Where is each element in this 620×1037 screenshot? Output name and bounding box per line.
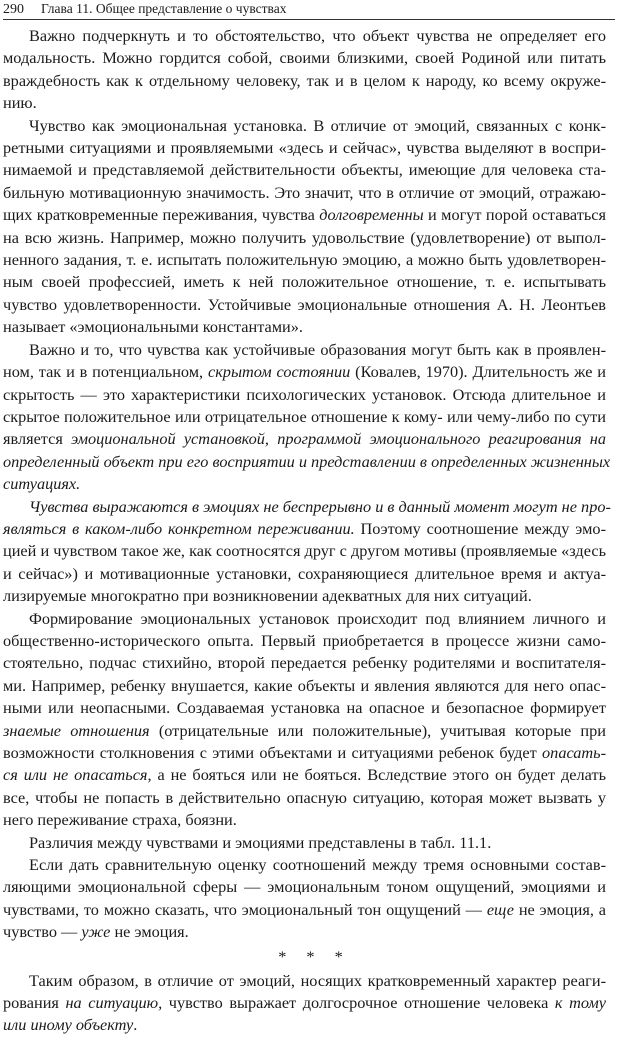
- text-line: [3, 720, 606, 742]
- section-separator: * * *: [278, 946, 351, 966]
- text-run: ненного задания, т. е. испытать положительную эмоцию, а можно быть удовлетворен-: [3, 250, 606, 270]
- text-run: чувство —: [3, 922, 82, 942]
- emphasis-text: уже: [81, 922, 111, 942]
- text-run: и сейчас») и мотивационные установки, сохраняющиеся длительное время и актуа-: [3, 563, 606, 583]
- paragraph: [3, 854, 606, 944]
- text-line: [3, 764, 606, 786]
- text-run: Важно и то, что чувства как устойчивые образования могут быть как в проявлен-: [29, 339, 606, 359]
- text-run: Важно подчеркнуть и то обстоятельство, что объект чувства не определяет его: [29, 26, 606, 45]
- text-run: нию.: [3, 93, 37, 113]
- text-line: [3, 652, 606, 674]
- emphasis-text: к тому: [554, 993, 606, 1013]
- text-line: [3, 384, 606, 406]
- text-line: [3, 585, 606, 607]
- text-line: [3, 137, 606, 159]
- text-run: ляющими эмоциональной сферы — эмоциональным тоном ощущений, эмоциями и: [3, 877, 606, 897]
- text-run: чувство удовлетворенности. Устойчивые эмоциональные отношения А. Н. Леонтьев: [3, 294, 606, 314]
- text-run: Таким образом, в отличие от эмоций, носящих кратковременный характер реаги-: [29, 970, 606, 990]
- text-line: [3, 540, 606, 562]
- text-run: скрытость — это характеристики психологических установок. Отсюда длительное и: [3, 384, 606, 404]
- page-number: 290: [3, 2, 24, 17]
- text-line: [3, 25, 606, 47]
- text-line: [3, 496, 611, 518]
- text-run: Если дать сравнительную оценку соотношений между тремя основными состав-: [29, 855, 606, 875]
- text-run: стоятельно, подчас стихийно, второй передается ребенку родителями и воспитателя-: [3, 653, 606, 673]
- text-run: Чувство как эмоциональная установка. В отличие от эмоций, связанных с конк-: [29, 115, 606, 135]
- text-line: [3, 854, 606, 876]
- text-line: [3, 339, 606, 361]
- text-line: [3, 271, 606, 293]
- text-line: [3, 316, 606, 338]
- text-line: [3, 1014, 606, 1036]
- text-run: враждебность как к отдельному человеку, так и в целом к народу, ко всему окруже-: [3, 70, 606, 90]
- text-run: не эмоция.: [110, 922, 189, 942]
- text-run: ными или неопасными. Создаваемая установка на опасное и безопасное формирует: [3, 698, 606, 718]
- text-run: бильную мотивационную значимость. Это значит, что в отличие от эмоций, отражаю-: [3, 182, 606, 202]
- text-run: него переживание страха, боязни.: [3, 810, 237, 830]
- text-run: ном, так и в потенциальном,: [3, 362, 208, 382]
- text-line: [3, 992, 606, 1014]
- emphasis-text: ся или не опасаться,: [3, 765, 152, 785]
- text-line: [3, 115, 606, 137]
- emphasis-text: являться в каком-либо конкретном переживании.: [3, 518, 355, 538]
- text-line: [3, 47, 606, 69]
- chapter-title: Глава 11. Общее представление о чувствах: [41, 1, 287, 16]
- text-run: на всю жизнь. Например, можно получить удовольствие (удовлетворение) от выпол-: [3, 227, 606, 247]
- text-run: все, чтобы не попасть в действительно опасную ситуацию, которая может вызвать у: [3, 787, 606, 807]
- text-line: [3, 630, 606, 652]
- text-line: [3, 159, 606, 181]
- emphasis-text: ситуациях.: [3, 474, 81, 494]
- text-run: цией и чувством такое же, как соотносятся друг с другом мотивы (проявляемые «здесь: [3, 541, 606, 561]
- text-line: [3, 294, 606, 316]
- emphasis-text: определенный объект при его восприятии и представлении в определенных жизненных: [3, 451, 611, 471]
- text-line: [3, 921, 606, 943]
- text-line: [3, 675, 606, 697]
- text-line: [3, 608, 606, 630]
- paragraph: [3, 608, 606, 832]
- text-run: называет «эмоциональными константами».: [3, 317, 303, 337]
- text-line: [3, 249, 606, 271]
- text-line: [3, 70, 606, 92]
- text-run: не эмоция, а: [513, 899, 606, 919]
- text-line: [3, 787, 606, 809]
- text-line: [3, 473, 606, 495]
- closing-paragraph: [3, 970, 606, 1037]
- emphasis-text: Чувства выражаются в эмоциях не беспрерывно и в данный момент могут не про-: [29, 496, 611, 516]
- page-header: [3, 1, 615, 20]
- text-line: [3, 970, 606, 992]
- text-run: (отрицательные или положительные), учитывая которые при: [149, 720, 606, 740]
- emphasis-text: еще: [486, 899, 514, 919]
- emphasis-text: знаемые отношения: [3, 720, 150, 740]
- text-run: рования: [3, 993, 66, 1013]
- text-run: лизируемые многократно при возникновении адекватных для них ситуаций.: [3, 586, 532, 606]
- text-run: скрытое положительное или отрицательное отношение к кому- или чему-либо по сути: [3, 406, 606, 426]
- text-line: [3, 876, 606, 898]
- emphasis-text: скрытом состоянии: [207, 362, 351, 382]
- text-line: [3, 451, 611, 473]
- text-line: [3, 406, 606, 428]
- paragraph: [3, 970, 606, 1037]
- page-body: [3, 25, 611, 1037]
- text-line: [3, 518, 606, 540]
- emphasis-text: на ситуацию,: [65, 993, 163, 1013]
- text-line: [3, 742, 606, 764]
- text-line: [3, 92, 606, 114]
- text-line: [3, 428, 606, 450]
- text-line: [3, 697, 606, 719]
- text-run: общественно-исторического опыта. Первый приобретается в процессе жизни само-: [3, 630, 606, 650]
- emphasis-text: опасать-: [542, 743, 606, 762]
- text-line: [3, 832, 606, 854]
- text-line: [3, 182, 606, 204]
- text-line: [3, 227, 606, 249]
- text-run: ным своей профессией, иметь к ней положительное отношение, т. е. испытывать: [3, 272, 606, 292]
- text-line: [3, 204, 606, 226]
- text-run: чувствами, то можно сказать, что эмоциональный тон ощущений —: [3, 899, 487, 919]
- paragraph: [3, 832, 606, 854]
- text-run: и могут порой оставаться: [423, 205, 606, 225]
- text-line: [3, 361, 606, 383]
- text-line: [3, 899, 606, 921]
- text-run: ретными ситуациями и проявляемыми «здесь и сейчас», чувства выделяют в воспри-: [3, 138, 606, 158]
- paragraph: [3, 496, 611, 608]
- text-run: Поэтому соотношение между эмо-: [354, 518, 606, 538]
- emphasis-text: долговременны: [319, 205, 424, 225]
- text-run: является: [3, 429, 72, 449]
- emphasis-text: или иному объекту: [3, 1015, 134, 1035]
- text-line: [3, 809, 606, 831]
- text-line: [3, 563, 606, 585]
- text-run: щих кратковременные переживания, чувства: [3, 205, 320, 225]
- emphasis-text: эмоциональной установкой, программой эмоционального реагирования на: [71, 429, 606, 449]
- text-run: нимаемой и представляемой действительности объекты, имеющие для человека ста-: [3, 160, 606, 180]
- paragraph: [3, 25, 606, 115]
- text-run: ми. Например, ребенку внушается, какие объекты и явления являются для него опас-: [3, 675, 606, 695]
- text-run: возможности столкновения с этими объектами и ситуациями ребенок будет: [3, 743, 543, 762]
- paragraphs: [3, 25, 611, 944]
- text-run: модальность. Можно гордится собой, своими близкими, своей Родиной или питать: [3, 48, 606, 68]
- text-run: чувство выражает долгосрочное отношение человека: [162, 993, 555, 1013]
- text-run: Формирование эмоциональных установок происходит под влиянием личного и: [29, 608, 606, 628]
- paragraph: [3, 115, 606, 339]
- text-run: Различия между чувствами и эмоциями представлены в табл. 11.1.: [29, 832, 492, 852]
- paragraph: [3, 339, 611, 496]
- text-run: а не бояться или не бояться. Вследствие этого он будет делать: [151, 765, 606, 785]
- text-run: .: [133, 1015, 138, 1035]
- text-run: (Ковалев, 1970). Длительность же и: [350, 362, 606, 382]
